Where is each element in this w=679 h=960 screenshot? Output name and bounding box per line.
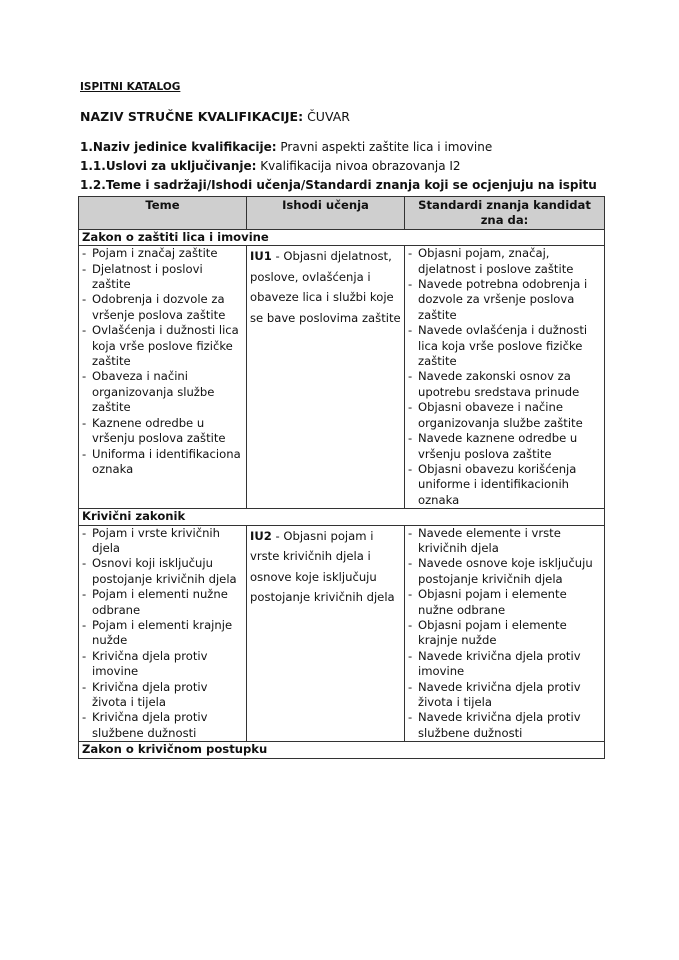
unit-line xyxy=(80,140,492,154)
section-title-row xyxy=(79,742,605,758)
conditions-label: 1.1.Uslovi za uključivanje: xyxy=(80,159,257,173)
outcome-text: - Objasni pojam i vrste krivičnih djela i osnove koje isključuju postojanje krivičnih djela xyxy=(250,528,395,605)
table-row xyxy=(79,246,605,509)
topics-cell xyxy=(79,525,247,742)
outcome-cell xyxy=(247,525,405,742)
section-title-row xyxy=(79,229,605,245)
list-item: - Pojam i elementi nužne odbrane xyxy=(82,587,243,618)
conditions-value: Kvalifikacija nivoa obrazovanja I2 xyxy=(260,159,461,173)
list-item: - Krivična djela protiv života i tijela xyxy=(82,680,243,711)
list-item: - Djelatnost i poslovi zaštite xyxy=(82,262,243,293)
list-item: - Navede osnove koje isključuju postojanje krivičnih djela xyxy=(408,556,601,587)
topics-cell xyxy=(79,246,247,509)
list-item: - Objasni pojam, značaj, djelatnost i poslove zaštite xyxy=(408,246,601,277)
section-title: Krivični zakonik xyxy=(79,509,605,525)
list-item: - Kaznene odredbe u vršenju poslova zaštite xyxy=(82,416,243,447)
list-item: - Pojam i vrste krivičnih djela xyxy=(82,526,243,557)
standards-cell xyxy=(405,246,605,509)
list-item: - Objasni pojam i elemente krajnje nužde xyxy=(408,618,601,649)
header-topics: Teme xyxy=(79,197,247,230)
table-row xyxy=(79,525,605,742)
section-title: Zakon o krivičnom postupku xyxy=(79,742,605,758)
list-item: - Objasni pojam i elemente nužne odbrane xyxy=(408,587,601,618)
topics-heading: 1.2.Teme i sadržaji/Ishodi učenja/Standardi znanja koji se ocjenjuju na ispitu xyxy=(80,178,597,192)
list-item: - Uniforma i identifikaciona oznaka xyxy=(82,447,243,478)
list-item: - Pojam i značaj zaštite xyxy=(82,246,243,261)
list-item: - Pojam i elementi krajnje nužde xyxy=(82,618,243,649)
list-item: - Osnovi koji isključuju postojanje krivičnih djela xyxy=(82,556,243,587)
header-outcomes: Ishodi učenja xyxy=(247,197,405,230)
qualification-heading xyxy=(80,109,350,124)
list-item: - Odobrenja i dozvole za vršenje poslova zaštite xyxy=(82,292,243,323)
header-standards: Standardi znanja kandidat zna da: xyxy=(405,197,605,230)
section-title: Zakon o zaštiti lica i imovine xyxy=(79,229,605,245)
list-item: - Krivična djela protiv službene dužnosti xyxy=(82,710,243,741)
section-title-row xyxy=(79,509,605,525)
list-item: - Navede krivična djela protiv života i tijela xyxy=(408,680,601,711)
unit-value: Pravni aspekti zaštite lica i imovine xyxy=(280,140,493,154)
list-item: - Obaveza i načini organizovanja službe zaštite xyxy=(82,369,243,415)
list-item: - Navede kaznene odredbe u vršenju poslova zaštite xyxy=(408,431,601,462)
conditions-line xyxy=(80,159,461,173)
table-header-row xyxy=(79,197,605,230)
exam-catalog-table xyxy=(78,196,605,759)
catalog-title: ISPITNI KATALOG xyxy=(80,81,181,93)
list-item: - Navede potrebna odobrenja i dozvole za vršenje poslova zaštite xyxy=(408,277,601,323)
outcome-text: - Objasni djelatnost, poslove, ovlašćenja i obaveze lica i službi koje se bave poslovima zaštite xyxy=(250,249,401,325)
outcome-code: IU2 xyxy=(250,528,272,543)
standards-cell xyxy=(405,525,605,742)
list-item: - Krivična djela protiv imovine xyxy=(82,649,243,680)
list-item: - Ovlašćenja i dužnosti lica koja vrše poslove fizičke zaštite xyxy=(82,323,243,369)
outcome-cell xyxy=(247,246,405,509)
list-item: - Navede krivična djela protiv službene dužnosti xyxy=(408,710,601,741)
outcome-code: IU1 xyxy=(250,249,272,264)
qualification-value: ČUVAR xyxy=(307,109,350,124)
unit-label: 1.Naziv jedinice kvalifikacije: xyxy=(80,140,277,154)
list-item: - Navede elemente i vrste krivičnih djela xyxy=(408,526,601,557)
list-item: - Navede krivična djela protiv imovine xyxy=(408,649,601,680)
list-item: - Objasni obavezu korišćenja uniforme i identifikacionih oznaka xyxy=(408,462,601,508)
qualification-label: NAZIV STRUČNE KVALIFIKACIJE: xyxy=(80,109,304,124)
list-item: - Navede zakonski osnov za upotrebu sredstava prinude xyxy=(408,369,601,400)
list-item: - Navede ovlašćenja i dužnosti lica koja vrše poslove fizičke zaštite xyxy=(408,323,601,369)
list-item: - Objasni obaveze i načine organizovanja službe zaštite xyxy=(408,400,601,431)
